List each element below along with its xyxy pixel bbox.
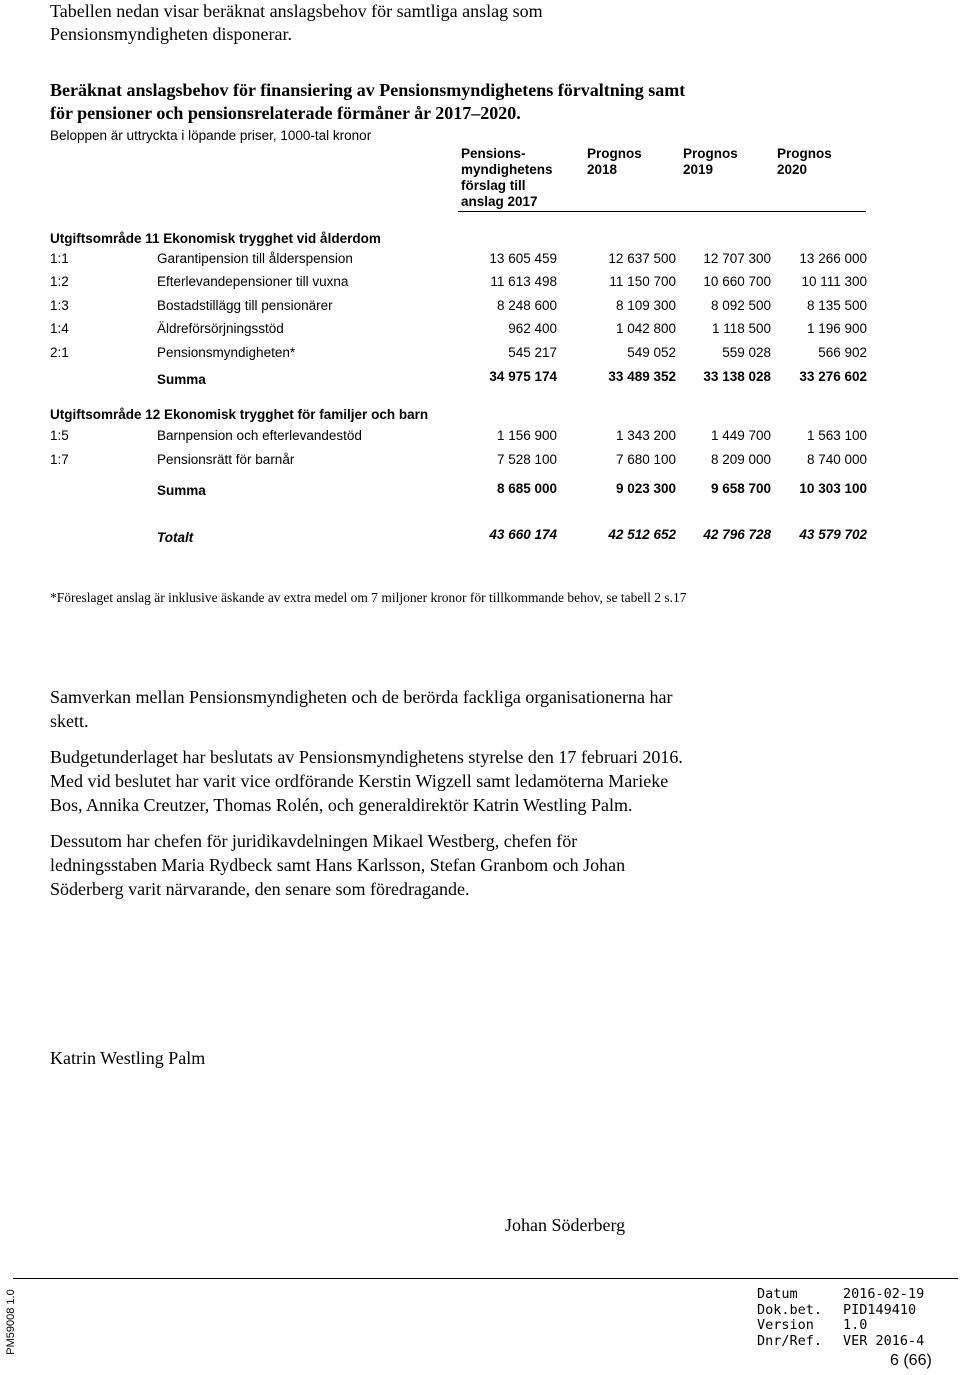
column-header-2018 xyxy=(587,146,642,178)
cell-2019: 8 092 500 xyxy=(710,298,771,313)
footer-label-version: Version xyxy=(757,1317,814,1333)
sum-2020: 10 303 100 xyxy=(799,481,867,496)
footer-value-date: 2016-02-19 xyxy=(843,1286,925,1302)
cell-2017: 1 156 900 xyxy=(496,428,557,443)
page-number: 6 (66) xyxy=(890,1352,932,1369)
cell-2019: 1 449 700 xyxy=(710,428,771,443)
signature-director-general: Katrin Westling Palm xyxy=(50,1048,206,1068)
sum-2017: 34 975 174 xyxy=(489,369,557,384)
column-header-2017 xyxy=(461,146,553,210)
cell-2017: 11 613 498 xyxy=(490,274,557,289)
total-2018: 42 512 652 xyxy=(608,527,676,542)
header-line: Pensions- xyxy=(461,146,526,161)
paragraph-line: ledningsstaben Maria Rydbeck samt Hans Karlsson, Stefan Granbom och Johan xyxy=(50,855,626,875)
header-line: Prognos xyxy=(683,146,738,161)
row-code: 1:3 xyxy=(50,298,69,313)
paragraph-line: skett. xyxy=(50,711,89,731)
cell-2020: 10 111 300 xyxy=(801,274,867,289)
header-line: 2020 xyxy=(777,162,808,177)
footer-label-ref: Dnr/Ref. xyxy=(757,1332,823,1349)
cell-2018: 12 637 500 xyxy=(608,251,676,266)
table-title xyxy=(50,79,830,125)
cell-2018: 7 680 100 xyxy=(615,452,676,467)
cell-2020: 13 266 000 xyxy=(799,251,867,266)
sum-2018: 9 023 300 xyxy=(615,481,676,496)
sum-label: Summa xyxy=(157,372,206,387)
cell-2020: 8 740 000 xyxy=(806,452,867,467)
sum-2020: 33 276 602 xyxy=(799,369,867,384)
row-label: Äldreförsörjningsstöd xyxy=(157,321,284,336)
cell-2019: 10 660 700 xyxy=(703,274,771,289)
intro-text xyxy=(50,0,670,46)
footer-values xyxy=(843,1287,924,1349)
cell-2017: 962 400 xyxy=(508,321,557,336)
sum-label: Summa xyxy=(157,483,206,498)
cell-2019: 12 707 300 xyxy=(703,251,771,266)
header-divider xyxy=(458,211,866,212)
paragraph-decision xyxy=(50,745,770,817)
header-line: anslag 2017 xyxy=(461,194,538,209)
cell-2018: 11 150 700 xyxy=(609,274,676,289)
cell-2017: 8 248 600 xyxy=(496,298,557,313)
cell-2019: 8 209 000 xyxy=(710,452,771,467)
cell-2018: 8 109 300 xyxy=(615,298,676,313)
total-2020: 43 579 702 xyxy=(799,527,867,542)
cell-2020: 8 135 500 xyxy=(806,298,867,313)
section-title-uo12: Utgiftsområde 12 Ekonomisk trygghet för familjer och barn xyxy=(50,407,429,422)
paragraph-line: Dessutom har chefen för juridikavdelningen Mikael Westberg, chefen för xyxy=(50,831,578,851)
total-2019: 42 796 728 xyxy=(703,527,771,542)
row-code: 1:2 xyxy=(50,274,69,289)
table-title-line: för pensioner och pensionsrelaterade förmåner år 2017–2020. xyxy=(50,103,521,123)
units-note: Beloppen är uttryckta i löpande priser, 1000-tal kronor xyxy=(50,128,372,143)
paragraph-line: Samverkan mellan Pensionsmyndigheten och de berörda fackliga organisationerna har xyxy=(50,687,673,707)
table-title-line: Beräknat anslagsbehov för finansiering av Pensionsmyndighetens förvaltning samt xyxy=(50,80,686,100)
footer-value-version: 1.0 xyxy=(843,1317,868,1333)
cell-2020: 566 902 xyxy=(818,345,867,360)
total-label: Totalt xyxy=(157,530,194,545)
cell-2019: 1 118 500 xyxy=(711,321,771,336)
footer-value-ref: VER 2016-4 xyxy=(843,1332,925,1349)
row-code: 1:4 xyxy=(50,321,69,336)
sum-2018: 33 489 352 xyxy=(608,369,676,384)
paragraph-collaboration xyxy=(50,685,770,733)
column-header-2020 xyxy=(777,146,832,178)
row-label: Pensionsmyndigheten* xyxy=(157,345,296,360)
header-line: förslag till xyxy=(461,178,526,193)
section-title-uo11: Utgiftsområde 11 Ekonomisk trygghet vid ålderdom xyxy=(50,231,381,246)
cell-2017: 13 605 459 xyxy=(489,251,557,266)
header-line: Prognos xyxy=(777,146,832,161)
paragraph-line: Bos, Annika Creutzer, Thomas Rolén, och generaldirektör Katrin Westling Palm. xyxy=(50,795,633,815)
footer-labels xyxy=(757,1287,822,1349)
paragraph-line: Söderberg varit närvarande, den senare som föredragande. xyxy=(50,879,470,899)
cell-2020: 1 563 100 xyxy=(806,428,867,443)
row-code: 1:1 xyxy=(50,251,69,266)
cell-2017: 7 528 100 xyxy=(496,452,557,467)
header-line: myndighetens xyxy=(461,162,553,177)
row-label: Efterlevandepensioner till vuxna xyxy=(157,274,349,289)
column-header-2019 xyxy=(683,146,738,178)
row-code: 2:1 xyxy=(50,345,69,360)
cell-2019: 559 028 xyxy=(722,345,771,360)
row-label: Garantipension till ålderspension xyxy=(157,251,353,266)
sum-2019: 33 138 028 xyxy=(703,369,771,384)
paragraph-line: Med vid beslutet har varit vice ordförande Kerstin Wigzell samt ledamöterna Marieke xyxy=(50,771,669,791)
header-line: Prognos xyxy=(587,146,642,161)
row-code: 1:5 xyxy=(50,428,69,443)
form-id-label: PM59008 1.0 xyxy=(5,1289,17,1355)
intro-line: Tabellen nedan visar beräknat anslagsbehov för samtliga anslag som xyxy=(50,1,543,21)
footer-value-docid: PID149410 xyxy=(843,1301,917,1318)
cell-2018: 1 343 200 xyxy=(615,428,676,443)
cell-2020: 1 196 900 xyxy=(806,321,867,336)
header-line: 2018 xyxy=(587,162,618,177)
sum-2019: 9 658 700 xyxy=(710,481,771,496)
total-2017: 43 660 174 xyxy=(489,527,557,542)
row-label: Pensionsrätt för barnår xyxy=(157,452,295,467)
sum-2017: 8 685 000 xyxy=(496,481,557,496)
cell-2017: 545 217 xyxy=(508,345,557,360)
footer-divider xyxy=(13,1278,958,1279)
cell-2018: 549 052 xyxy=(627,345,676,360)
signature-rapporteur: Johan Söderberg xyxy=(505,1215,626,1235)
cell-2018: 1 042 800 xyxy=(615,321,676,336)
footer-label-date: Datum xyxy=(757,1286,798,1302)
row-label: Barnpension och efterlevandestöd xyxy=(157,428,362,443)
row-code: 1:7 xyxy=(50,452,69,467)
intro-line: Pensionsmyndigheten disponerar. xyxy=(50,24,292,44)
paragraph-line: Budgetunderlaget har beslutats av Pensionsmyndighetens styrelse den 17 februari 2016. xyxy=(50,747,683,767)
footer-label-docid: Dok.bet. xyxy=(757,1301,823,1318)
header-line: 2019 xyxy=(683,162,714,177)
table-footnote: *Föreslaget anslag är inklusive äskande av extra medel om 7 miljoner kronor för tillkommande behov, se tabell 2 s.17 xyxy=(50,590,687,605)
row-label: Bostadstillägg till pensionärer xyxy=(157,298,333,313)
paragraph-attendees xyxy=(50,829,770,901)
